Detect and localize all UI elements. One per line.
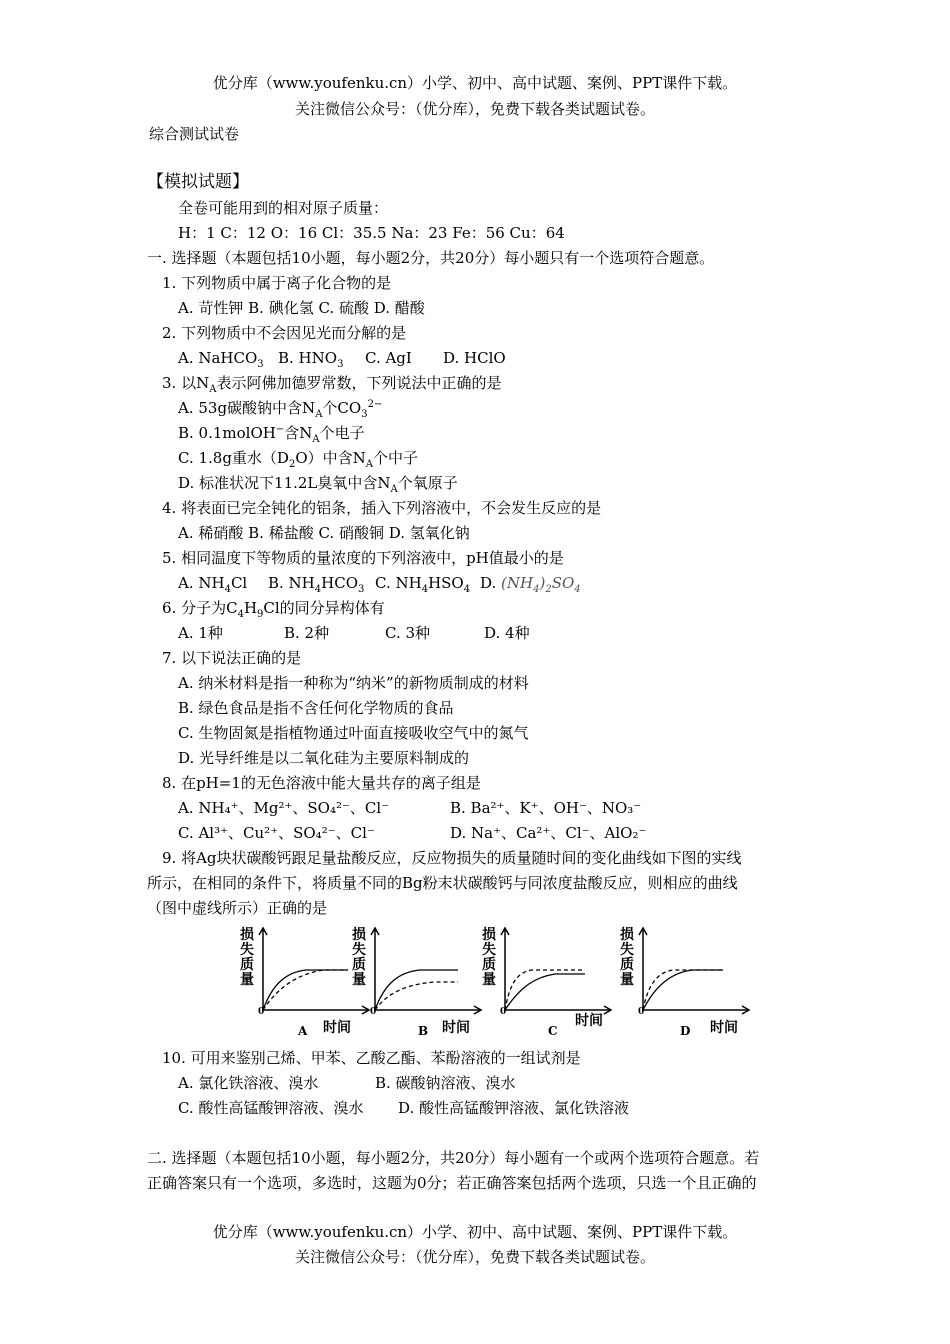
dashed-curve: [263, 970, 348, 1010]
q6-option-a: A. 1种: [178, 624, 223, 642]
header-line-1: 优分库（www.youfenku.cn）小学、初中、高中试题、案例、PPT课件下载。: [212, 74, 738, 92]
solid-curve: [643, 970, 723, 1010]
q2-option-c: C. AgI: [365, 349, 412, 367]
q5-option-b: B. $NH_4HCO_3$: [268, 574, 365, 595]
y-label-2: 失: [352, 942, 366, 958]
graph-c-svg: [480, 922, 615, 1037]
q10-option-b: B. 碳酸钠溶液、溴水: [375, 1074, 516, 1092]
dashed-curve: [643, 970, 723, 1010]
q7-option-c: C. 生物固氮是指植物通过叶面直接吸收空气中的氮气: [178, 724, 529, 742]
q2-option-a: A. NaHCO$_3$: [178, 349, 264, 370]
footer-line-2: 关注微信公众号：（优分库），免费下载各类试题试卷。: [294, 1248, 655, 1266]
graph-d-svg: [618, 922, 753, 1037]
q7-option-d: D. 光导纤维是以二氧化硅为主要原料制成的: [178, 749, 470, 767]
q8-option-c: C. Al³⁺、Cu²⁺、SO₄²⁻、Cl⁻: [178, 824, 375, 842]
y-label-2: 失: [620, 942, 634, 958]
origin: 0: [500, 1007, 507, 1017]
q2-stem: 2. 下列物质中不会因见光而分解的是: [162, 324, 407, 342]
q7-stem: 7. 以下说法正确的是: [162, 649, 302, 667]
q9-line-3: （图中虚线所示）正确的是: [147, 899, 328, 917]
x-label: 时间: [710, 1020, 738, 1036]
q9-line-1: 9. 将Ag块状碳酸钙跟足量盐酸反应，反应物损失的质量随时间的变化曲线如下图的实线: [162, 849, 742, 867]
y-label-1: 损: [352, 927, 366, 943]
origin: 0: [258, 1007, 265, 1017]
part2-line-2: 正确答案只有一个选项，多选时，这题为0分；若正确答案包括两个选项，只选一个且正确的: [147, 1174, 757, 1192]
part1-heading: 一. 选择题（本题包括10小题，每小题2分，共20分）每小题只有一个选项符合题意。: [147, 249, 715, 267]
q6-stem: 6. 分子为$C_4H_9Cl$的同分异构体有: [162, 599, 385, 620]
graph-d: [618, 922, 753, 1037]
y-label-4: 量: [620, 972, 634, 988]
q7-option-a: A. 纳米材料是指一种称为“纳米”的新物质制成的材料: [178, 674, 529, 692]
intro-text: 全卷可能用到的相对原子质量：: [178, 199, 389, 217]
y-label-1: 损: [620, 927, 634, 943]
graph-label: B: [418, 1024, 429, 1037]
solid-curve: [263, 970, 348, 1010]
x-label: 时间: [575, 1013, 603, 1029]
q3-option-d: D. 标准状况下11.2L臭氧中含$N_A$个氧原子: [178, 474, 458, 495]
y-label-3: 质: [352, 957, 366, 973]
graph-label: A: [298, 1024, 308, 1037]
q5-stem: 5. 相同温度下等物质的量浓度的下列溶液中，pH值最小的是: [162, 549, 564, 567]
q8-option-b: B. Ba²⁺、K⁺、OH⁻、NO₃⁻: [450, 799, 642, 817]
q4-stem: 4. 将表面已完全钝化的铝条，插入下列溶液中，不会发生反应的是: [162, 499, 602, 517]
graph-label: D: [680, 1024, 691, 1037]
q5-option-d: D. $(NH_4)_2SO_4$: [480, 574, 581, 595]
q2-option-d: D. HClO: [443, 349, 506, 367]
section-label: 【模拟试题】: [147, 172, 249, 192]
q10-stem: 10. 可用来鉴别己烯、甲苯、乙酸乙酯、苯酚溶液的一组试剂是: [162, 1049, 581, 1067]
y-label-4: 量: [240, 972, 254, 988]
y-label-2: 失: [240, 942, 254, 958]
q5-option-c: C. $NH_4HSO_4$: [375, 574, 471, 595]
q6-option-b: B. 2种: [284, 624, 330, 642]
q3-option-a: A. 53g碳酸钠中含$N_A$个$CO_3^{2-}$: [178, 399, 383, 420]
x-label: 时间: [442, 1020, 470, 1036]
x-label: 时间: [323, 1020, 351, 1036]
y-label-3: 质: [240, 957, 254, 973]
y-label-4: 量: [352, 972, 366, 988]
y-label-1: 损: [240, 927, 254, 943]
graph-b-svg: [350, 922, 485, 1037]
y-label-3: 质: [620, 957, 634, 973]
graph-b: [350, 922, 485, 1037]
y-label-1: 损: [482, 927, 496, 943]
q2-option-b: B. $HNO_3$: [278, 349, 344, 370]
y-label-2: 失: [482, 942, 496, 958]
atomic-masses: H：1 C：12 O：16 Cl：35.5 Na：23 Fe：56 Cu：64: [178, 224, 565, 242]
graph-c: [480, 922, 615, 1037]
q3-stem: 3. 以$N_A$表示阿佛加德罗常数，下列说法中正确的是: [162, 374, 502, 395]
header-line-2: 关注微信公众号：（优分库），免费下载各类试题试卷。: [294, 100, 655, 118]
q5-option-a: A. $NH_4Cl$: [178, 574, 248, 595]
q6-option-d: D. 4种: [484, 624, 530, 642]
y-label-4: 量: [482, 972, 496, 988]
q3-option-b: B. 0.1molOH−含$N_A$个电子: [178, 424, 365, 445]
q10-option-a: A. 氯化铁溶液、溴水: [178, 1074, 319, 1092]
part2-line-1: 二. 选择题（本题包括10小题，每小题2分，共20分）每小题有一个或两个选项符合题意。若: [147, 1149, 760, 1167]
q1-options: A. 苛性钾 B. 碘化氢 C. 硫酸 D. 醋酸: [178, 299, 425, 317]
y-label-3: 质: [482, 957, 496, 973]
solid-curve: [375, 970, 458, 1010]
doc-title: 综合测试试卷: [149, 125, 240, 143]
origin: 0: [638, 1007, 645, 1017]
q8-option-a: A. NH₄⁺、Mg²⁺、SO₄²⁻、Cl⁻: [178, 799, 390, 817]
q9-line-2: 所示，在相同的条件下，将质量不同的Bg粉末状碳酸钙与同浓度盐酸反应，则相应的曲线: [147, 874, 738, 892]
q7-option-b: B. 绿色食品是指不含任何化学物质的食品: [178, 699, 454, 717]
q4-options: A. 稀硝酸 B. 稀盐酸 C. 硝酸铜 D. 氢氧化钠: [178, 524, 470, 542]
q8-stem: 8. 在pH=1的无色溶液中能大量共存的离子组是: [162, 774, 481, 792]
q6-option-c: C. 3种: [385, 624, 431, 642]
q10-option-c: C. 酸性高锰酸钾溶液、溴水: [178, 1099, 364, 1117]
origin: 0: [370, 1007, 377, 1017]
footer-line-1: 优分库（www.youfenku.cn）小学、初中、高中试题、案例、PPT课件下载。: [212, 1223, 738, 1241]
q5-formula: $(NH_4)_2SO_4$: [501, 574, 581, 595]
solid-curve: [505, 974, 585, 1010]
q8-option-d: D. Na⁺、Ca²⁺、Cl⁻、AlO₂⁻: [450, 824, 647, 842]
q3-option-c: C. 1.8g重水$(D_2O)$中含$N_A$个中子: [178, 449, 419, 470]
q10-option-d: D. 酸性高锰酸钾溶液、氯化铁溶液: [398, 1099, 630, 1117]
q1-stem: 1. 下列物质中属于离子化合物的是: [162, 274, 392, 292]
graph-label: C: [548, 1024, 558, 1037]
